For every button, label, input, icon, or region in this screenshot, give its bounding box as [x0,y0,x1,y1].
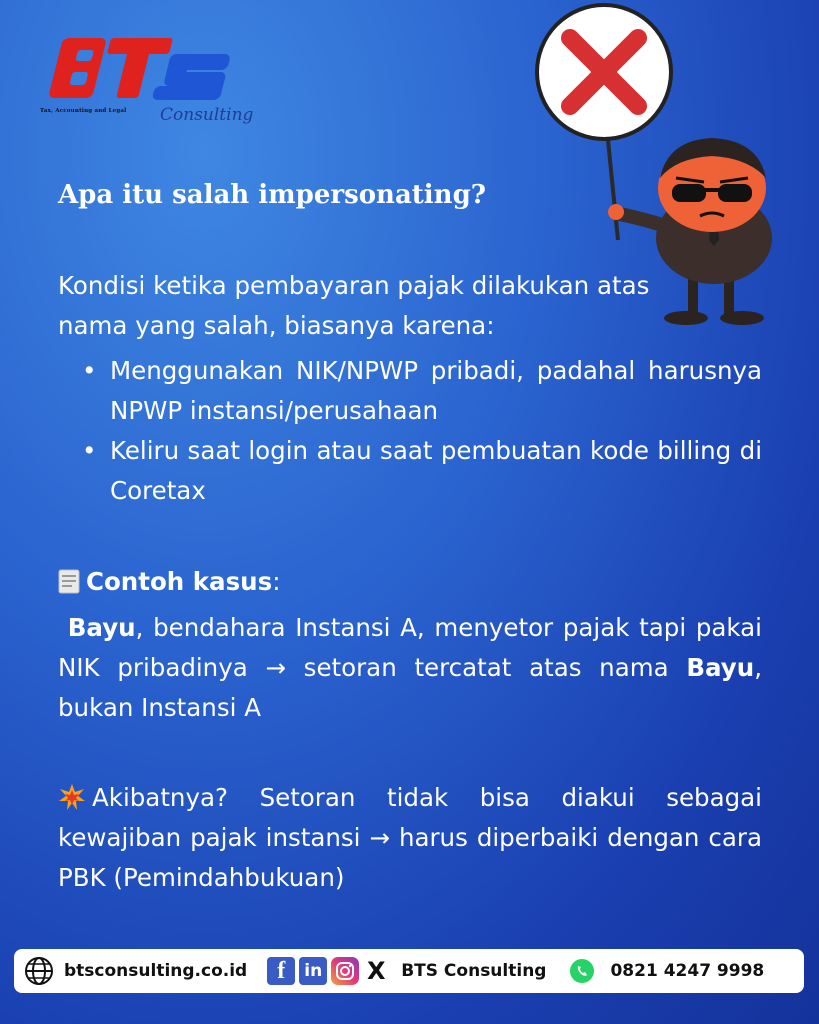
facebook-icon[interactable]: f [267,957,295,985]
example-name-2: Bayu [686,653,755,682]
document-icon [58,569,80,594]
example-text-2: , bukan Instansi A [58,653,762,722]
whatsapp-icon[interactable] [568,957,596,985]
consequence-paragraph [58,778,762,898]
reasons-list [78,351,762,511]
example-paragraph [58,608,762,728]
example-text-1: , bendahara Instansi A, menyetor pajak tapi pakai NIK pribadinya → setoran tercatat atas nama [58,613,762,682]
collision-icon [58,783,86,811]
intro-line-1: Kondisi ketika pembayaran pajak dilakukan atas [58,271,650,300]
consequence-text: Akibatnya? Setoran tidak bisa diakui sebagai kewajiban pajak instansi → harus diperbaiki dengan cara PBK (Pemindahbukuan) [58,783,762,892]
globe-icon [24,956,54,986]
example-heading [58,562,762,602]
linkedin-icon[interactable]: in [299,957,327,985]
logo-script: Consulting [160,105,254,125]
contact-footer [14,949,804,993]
page-title: Apa itu salah impersonating? [58,180,486,210]
bts-logo [38,34,254,129]
example-colon: : [272,567,281,596]
intro-line-2: nama yang salah, biasanya karena: [58,311,495,340]
website-link[interactable]: btsconsulting.co.id [64,961,248,981]
intro-paragraph [58,266,762,346]
list-item: • Keliru saat login atau saat pembuatan kode billing di Coretax [78,431,762,511]
example-name: Bayu [67,613,136,642]
phone-number[interactable]: 0821 4247 9998 [610,961,765,981]
logo-tagline: Tax, Accounting and Legal [40,108,127,114]
x-icon[interactable]: X [366,957,386,985]
example-title: Contoh kasus [86,567,273,596]
list-item: • Menggunakan NIK/NPWP pribadi, padahal harusnya NPWP instansi/perusahaan [78,351,762,431]
instagram-icon[interactable] [331,957,359,985]
brand-name: BTS Consulting [401,961,547,981]
